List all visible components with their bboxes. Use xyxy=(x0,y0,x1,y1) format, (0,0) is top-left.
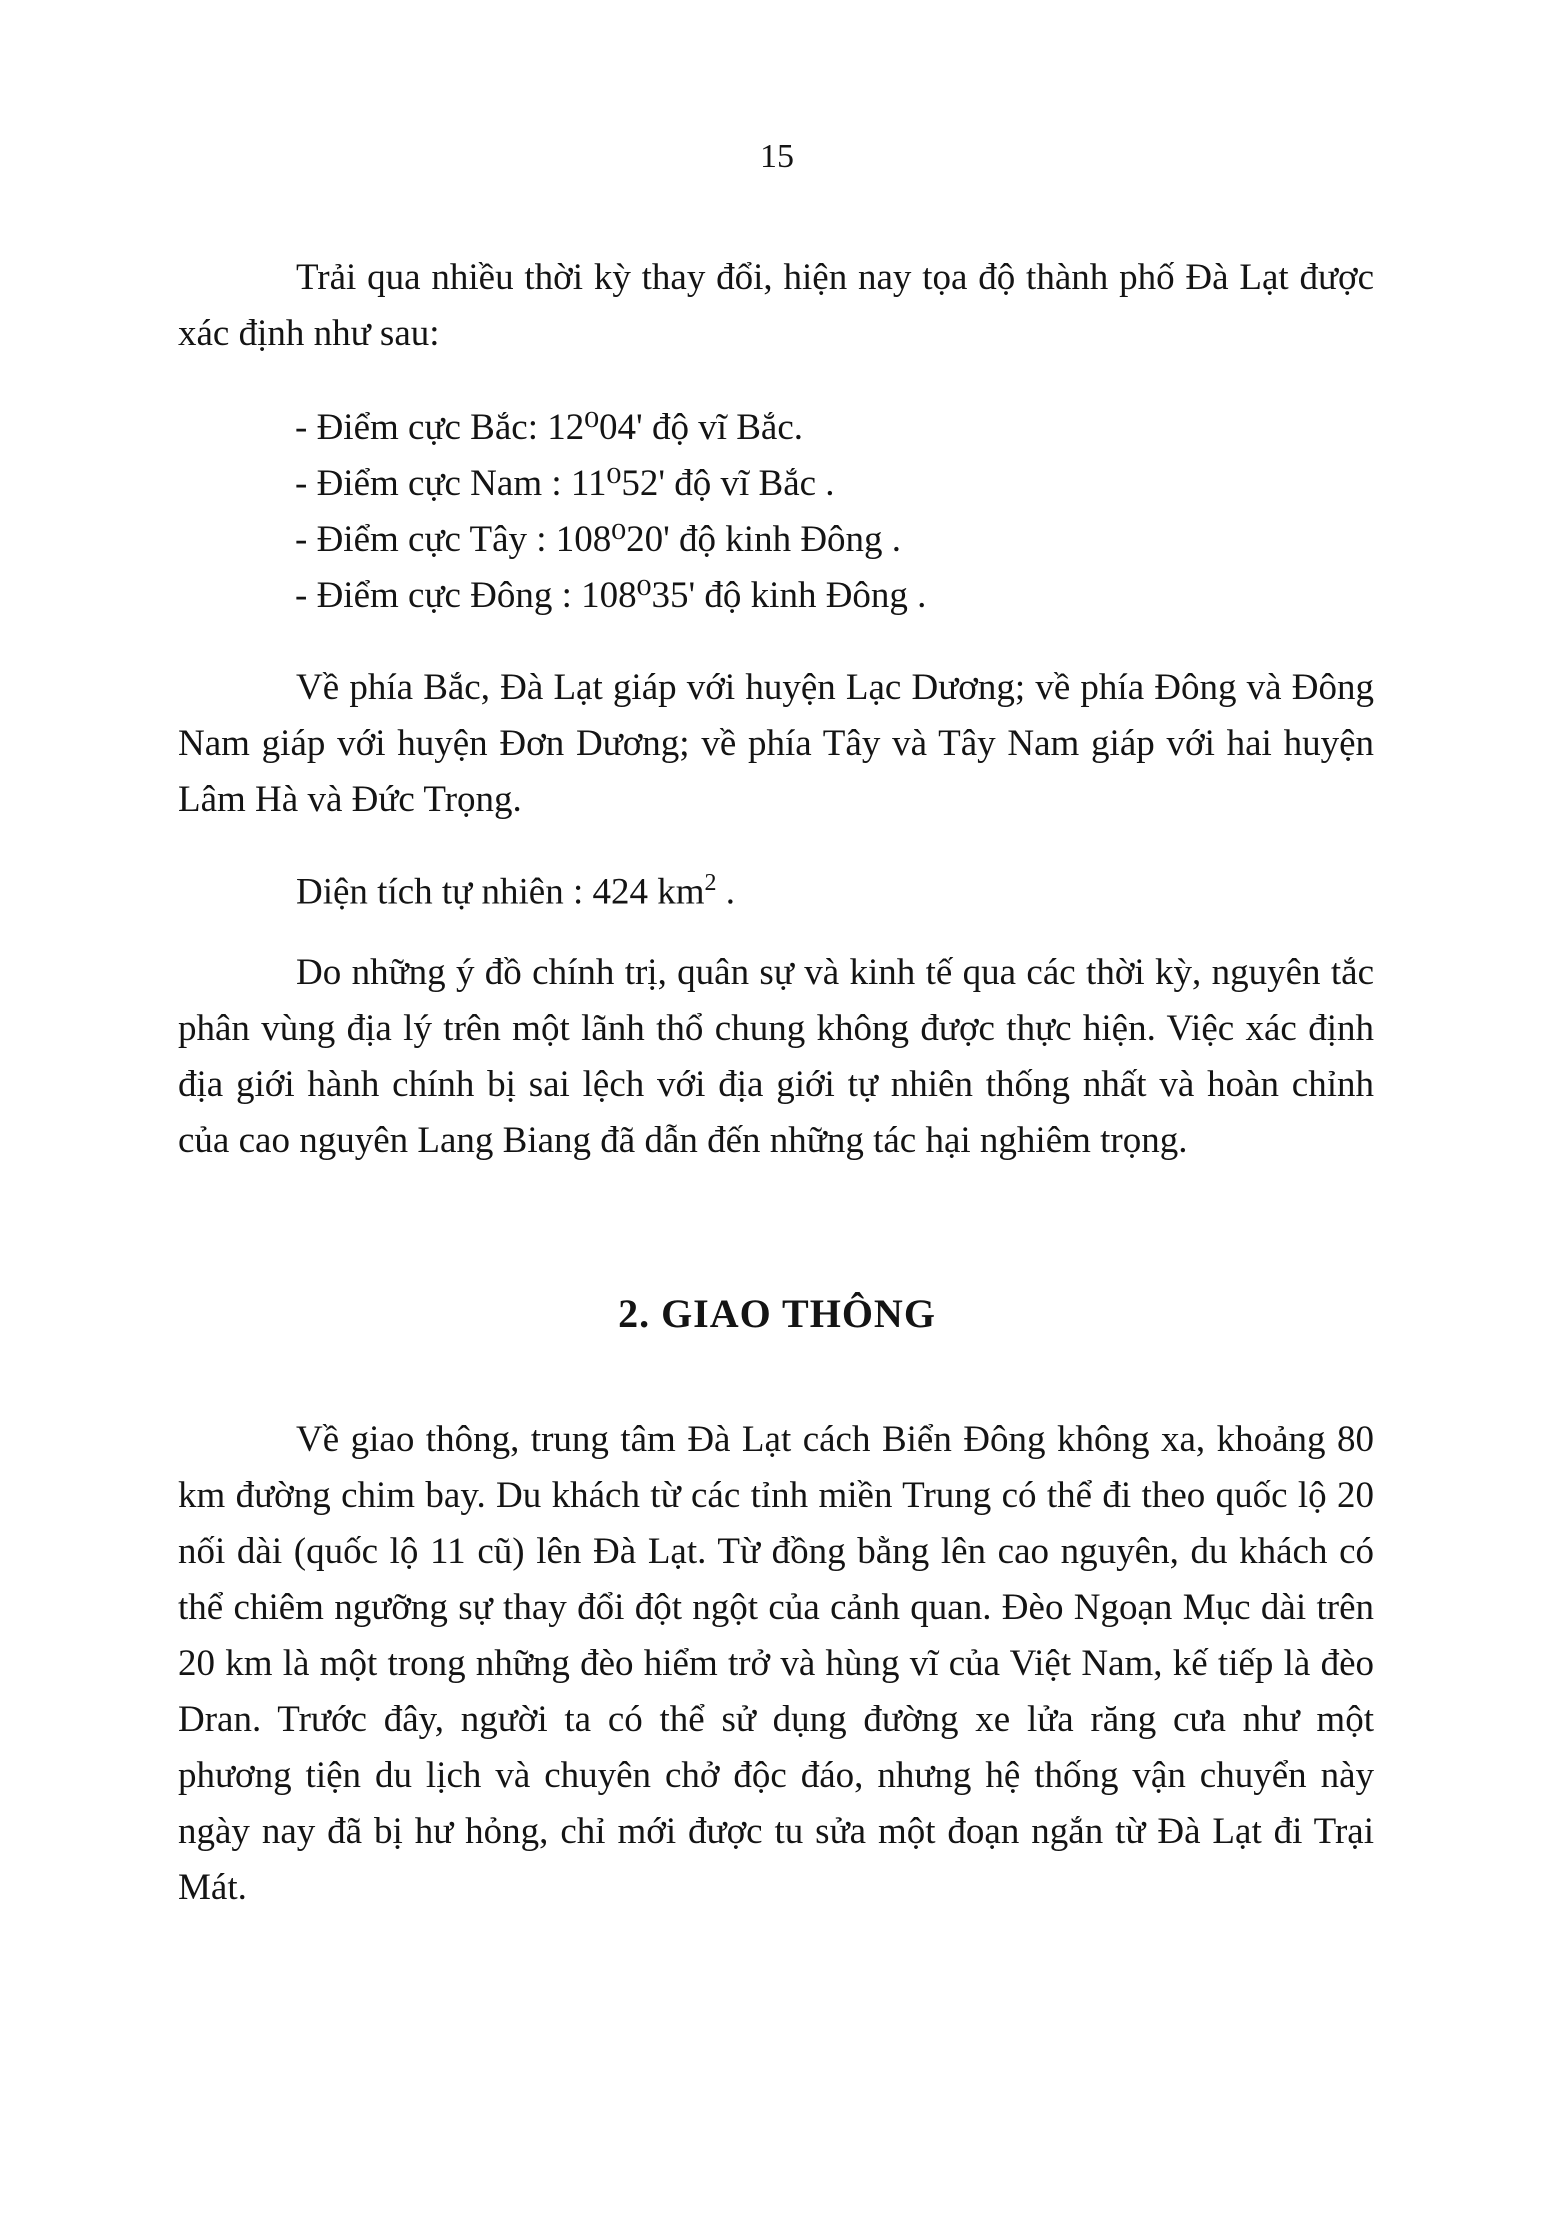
division-paragraph: Do những ý đồ chính trị, quân sự và kinh tế qua các thời kỳ, nguyên tắc phân vùng địa lý trên một lãnh thổ chung không được thực hiện. Việc xác định địa giới hành chính bị sai lệch với địa giới tự nhiên thống nhất và hoàn chỉnh của cao nguyên Lang Biang đã dẫn đến những tác hại nghiêm trọng. xyxy=(178,952,1374,1161)
coordinates-list xyxy=(295,400,926,624)
area-line xyxy=(296,855,735,920)
coordinate-west: - Điểm cực Tây : 108⁰20' độ kinh Đông . xyxy=(295,519,902,560)
coordinate-north: - Điểm cực Bắc: 12⁰04' độ vĩ Bắc. xyxy=(295,407,804,448)
division-paragraph-block xyxy=(178,945,1374,1169)
transport-paragraph-block xyxy=(178,1412,1374,1916)
coordinate-east: - Điểm cực Đông : 108⁰35' độ kinh Đông . xyxy=(295,575,927,616)
transport-paragraph: Về giao thông, trung tâm Đà Lạt cách Biển Đông không xa, khoảng 80 km đường chim bay. Du khách từ các tỉnh miền Trung có thể đi theo quốc lộ 20 nối dài (quốc lộ 11 cũ) lên Đà Lạt. Từ đồng bằng lên cao nguyên, du khách có thể chiêm ngưỡng sự thay đổi đột ngột của cảnh quan. Đèo Ngoạn Mục dài trên 20 km là một trong những đèo hiểm trở và hùng vĩ của Việt Nam, kế tiếp là đèo Dran. Trước đây, người ta có thể sử dụng đường xe lửa răng cưa như một phương tiện du lịch và chuyên chở độc đáo, nhưng hệ thống vận chuyển này ngày nay đã bị hư hỏng, chỉ mới được tu sửa một đoạn ngắn từ Đà Lạt đi Trại Mát. xyxy=(178,1419,1374,1908)
borders-paragraph-block xyxy=(178,660,1374,828)
borders-paragraph: Về phía Bắc, Đà Lạt giáp với huyện Lạc Dương; về phía Đông và Đông Nam giáp với huyện Đơn Dương; về phía Tây và Tây Nam giáp với hai huyện Lâm Hà và Đức Trọng. xyxy=(178,667,1374,820)
section-title: 2. GIAO THÔNG xyxy=(618,1291,936,1336)
intro-paragraph-block xyxy=(178,250,1374,362)
area-label: Diện tích tự nhiên : 424 km xyxy=(296,871,705,913)
area-unit-exponent: 2 xyxy=(704,870,717,896)
area-tail: . xyxy=(716,871,735,913)
intro-paragraph: Trải qua nhiều thời kỳ thay đổi, hiện nay tọa độ thành phố Đà Lạt được xác định như sau: xyxy=(178,257,1374,354)
page-number: 15 xyxy=(760,138,794,175)
coordinate-south: - Điểm cực Nam : 11⁰52' độ vĩ Bắc . xyxy=(295,463,835,504)
